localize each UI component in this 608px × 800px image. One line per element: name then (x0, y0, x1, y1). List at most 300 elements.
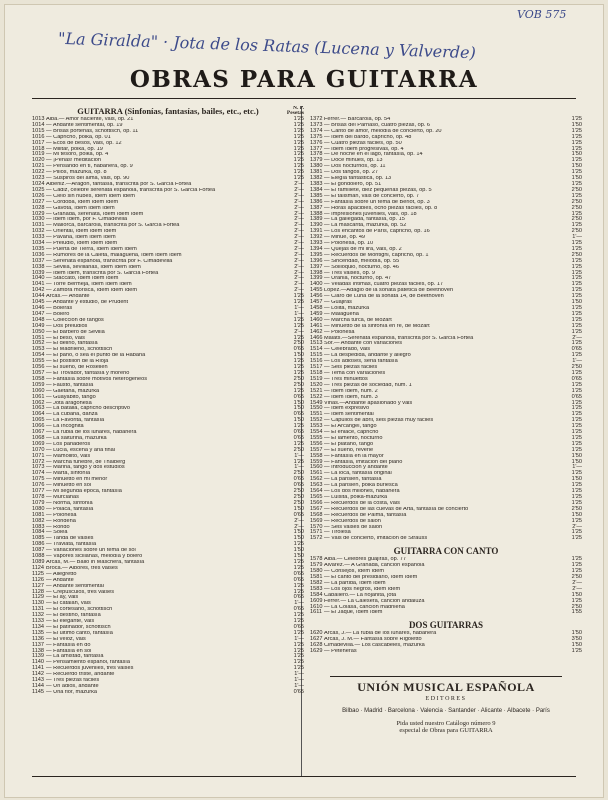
catalog-number: 1130 (32, 600, 45, 607)
catalog-number: 1060 (32, 387, 45, 394)
price: 1'50 (293, 352, 304, 359)
price: 2'— (294, 281, 304, 288)
catalog-number: 1611 (310, 609, 323, 616)
work-title: — La batalla, capricho descriptivo (46, 406, 130, 412)
catalog-column-right (310, 106, 582, 754)
catalog-number: 1373 (310, 121, 323, 128)
work-title: — Ídem sentimental (324, 412, 374, 418)
catalog-number: 1455 (310, 287, 323, 294)
catalog-number: 1041 (32, 281, 45, 288)
price: 1'25 (571, 446, 582, 453)
price: 2'— (294, 234, 304, 241)
price: 1'50 (293, 547, 304, 554)
work-title: — Tres piezas fáciles (46, 678, 100, 684)
price: 1'25 (293, 316, 304, 323)
handwritten-catalog-code: VOB 575 (517, 8, 567, 21)
work-title: — Puerta de Tierra, ídem ídem ídem (46, 246, 137, 252)
catalog-number: 1518 (310, 369, 323, 376)
price: 1'— (294, 677, 304, 684)
catalog-number: 1627 (310, 636, 323, 643)
catalog-number: 1140 (32, 659, 45, 666)
price: 0'65 (293, 476, 304, 483)
price: 0'65 (293, 623, 304, 630)
price: 2'— (572, 579, 582, 586)
work-title: — Ídem ídem progresivas, op. 4 (324, 146, 404, 152)
price: 1'25 (293, 364, 304, 371)
catalog-number: 1088 (32, 553, 45, 560)
work-title: — Andante (46, 577, 74, 583)
work-title: — Fantasía en la mayor (324, 453, 384, 459)
work-title: — Tres minuettos (324, 376, 368, 382)
price: 1'50 (571, 591, 582, 598)
catalog-number: 1582 (310, 579, 323, 586)
catalog-number: 1579 (310, 562, 323, 569)
work-title: — Crepúsculos, tres valses (46, 589, 115, 595)
work-title: — Andante sentimental (46, 583, 104, 589)
work-title: — Mamoiilto, vals (46, 453, 91, 459)
price: 0'65 (571, 346, 582, 353)
price: 1'25 (293, 618, 304, 625)
work-title: Arcas, J.— La rubia de los lunares, habanera (324, 631, 437, 637)
price: 2'— (294, 523, 304, 530)
catalog-number: 1129 (32, 594, 45, 601)
price: 0'65 (293, 482, 304, 489)
price: 2'50 (293, 375, 304, 382)
price: 1'50 (571, 151, 582, 158)
work-title: — Norma, sinfonía (46, 500, 93, 506)
price: 1'25 (571, 210, 582, 217)
work-title: — Urania, nocturno, op. 47 (324, 276, 392, 282)
catalog-number: 1566 (310, 499, 323, 506)
work-title: — Brisas porteñas, schottisch, op. 11 (46, 128, 139, 134)
catalog-number: 1055 (32, 358, 45, 365)
price: 1'— (294, 671, 304, 678)
price: 0'65 (293, 511, 304, 518)
catalog-number: 1017 (32, 139, 45, 146)
catalog-number: 1609 (310, 597, 323, 604)
price: 2'— (294, 228, 304, 235)
catalog-number: 1378 (310, 151, 323, 158)
catalog-number: 1143 (32, 677, 45, 684)
publisher-label: EDITORES (425, 696, 467, 702)
work-title: — Variaciones sobre un tema de sol (46, 548, 136, 554)
catalog-number: 1084 (32, 529, 45, 536)
price: 1'50 (571, 476, 582, 483)
price: 2'50 (293, 381, 304, 388)
title-rule (32, 98, 576, 99)
catalog-number: 1085 (32, 535, 45, 542)
catalog-number: 1013 (32, 116, 45, 122)
price: 1'25 (293, 423, 304, 430)
catalog-number: 1057 (32, 369, 45, 376)
catalog-number: 1559 (310, 458, 323, 465)
price: 2'— (294, 263, 304, 270)
work-title: — Vals de concierto, imitación de Strauss (324, 536, 428, 542)
price: 2'— (294, 251, 304, 258)
catalog-number: 1583 (310, 585, 323, 592)
catalog-number: 1015 (32, 127, 45, 134)
price: 1'— (294, 305, 304, 311)
work-title: Viñas.—Andante apasionado y vals (324, 400, 413, 406)
catalog-number: 1023 (32, 175, 45, 182)
work-title: — El último canto, fantasía (46, 630, 113, 636)
work-title: — Traviata, fantasía (46, 542, 97, 548)
catalog-number: 1514 (310, 346, 323, 353)
catalog-number: 1035 (32, 245, 45, 252)
price: 1'25 (571, 440, 582, 447)
work-title: — Los dos millones, habanera (324, 489, 400, 495)
price: 2'— (294, 210, 304, 217)
price: 1'— (294, 452, 304, 459)
catalog-number: 1036 (32, 251, 45, 258)
catalog-list (310, 557, 582, 616)
price: 1'25 (293, 163, 304, 170)
work-title: — La cubana, danza (46, 412, 98, 418)
catalog-number: 1077 (32, 488, 45, 495)
work-title: — Rondó (46, 524, 70, 530)
price: 1'25 (293, 121, 304, 128)
catalog-number: 1072 (32, 458, 45, 465)
price: 1'25 (571, 310, 582, 317)
work-title: — Sinceridad, melodía, op. 55 (324, 258, 400, 264)
price: 0'65 (293, 393, 304, 400)
price: 1'25 (571, 157, 582, 164)
price: 1'25 (571, 488, 582, 495)
work-title: — Fausto, fantasía (46, 382, 94, 388)
work-title: — El ramillete, diez pequeñas piezas, op. 5 (324, 187, 432, 193)
work-title: — El postillón de la Rioja (46, 359, 109, 365)
price: 1'50 (571, 452, 582, 459)
price: 2'50 (571, 603, 582, 610)
price: 2'— (572, 523, 582, 530)
work-title: — Elegía fantástica, op. 13 (324, 176, 392, 182)
price: 1'25 (293, 299, 304, 306)
work-title: — Consejos, ídem ídem (324, 569, 385, 575)
catalog-number: 1382 (310, 175, 323, 182)
price: 1'— (294, 683, 304, 689)
price: 0'65 (571, 393, 582, 400)
work-title: — Dos preludios (46, 323, 88, 329)
work-title: — Guajiras (324, 300, 352, 306)
catalog-number: 1144 (32, 683, 45, 689)
work-title: — Tanda de valses (46, 536, 94, 542)
price: 1'25 (293, 612, 304, 619)
catalog-number: 1018 (32, 145, 45, 152)
catalog-number: 1392 (310, 234, 323, 241)
work-title: — Pavana, ídem ídem ídem (46, 235, 116, 241)
work-title: — El catalán, vals (46, 601, 91, 607)
price: 1'— (572, 234, 582, 241)
price: 1'— (294, 635, 304, 642)
work-title: Ferrer.— La Calesera, canción andaluza (324, 598, 425, 604)
work-title: Sor.— Andante con variaciones (324, 341, 403, 347)
catalog-number: 1516 (310, 358, 323, 365)
price: 2'— (294, 216, 304, 223)
catalog-number: 1014 (32, 121, 45, 128)
page-title: OBRAS PARA GUITARRA (129, 66, 479, 93)
work-title: — Polonesa (46, 512, 77, 518)
price: 1'25 (293, 127, 304, 134)
work-title: — Ídem ídem, por F. Cimadevilla (46, 217, 128, 223)
catalog-number: 1384 (310, 186, 323, 193)
work-title: — Rondeña (46, 518, 76, 524)
work-title: — El sueño, rêverie (324, 447, 374, 453)
catalog-number: 1565 (310, 494, 323, 500)
catalog-number: 1584 (310, 591, 323, 598)
catalog-number: 1558 (310, 452, 323, 459)
work-title: — Recuerdo triste, andante (46, 672, 115, 678)
price: 1'25 (571, 597, 582, 604)
catalog-number: 1398 (310, 269, 323, 276)
catalog-number: 1138 (32, 647, 45, 654)
price: 1'55 (571, 609, 582, 616)
price: 1'50 (571, 642, 582, 649)
price: 1'25 (571, 305, 582, 311)
price: 1'25 (293, 458, 304, 465)
work-title: — Ídem ídem, transcrita por S. García Fortea (46, 270, 159, 276)
work-title: — Andante y estudio, de Prudent (46, 300, 129, 306)
work-title: — ¡Penas! meditación (46, 158, 102, 164)
work-title: — Ecos de besos, vals, op. 12 (46, 140, 122, 146)
catalog-number: 1374 (310, 127, 323, 134)
work-title: — Vapores sicilianas, melodía y bolero (46, 554, 143, 560)
work-title: — Claro de Luna de la sonata 14, de Beethoven (324, 294, 444, 300)
price: 2'50 (571, 573, 582, 580)
work-title: — Recuerdos de Palma, fantasía (324, 512, 407, 518)
price: 1'25 (571, 369, 582, 376)
price: 2'50 (571, 204, 582, 211)
price-header: N. P. Pesetas (286, 106, 304, 116)
price: 1'— (572, 358, 582, 365)
catalog-number: 1038 (32, 263, 45, 270)
price: 2'— (572, 334, 582, 341)
work-title: — Polonesa (324, 329, 355, 335)
catalog-number: 1027 (32, 198, 45, 205)
catalog-number: 1045 (32, 299, 45, 306)
catalog-number: 1513 (310, 340, 323, 347)
catalog-number: 1397 (310, 263, 323, 270)
price: 1'— (294, 310, 304, 317)
work-title: — Militar, polka, op. 19 (46, 146, 103, 152)
work-title: — El delirio, fantasía (46, 341, 98, 347)
catalog-number: 1380 (310, 163, 323, 170)
catalog-number: 1610 (310, 603, 323, 610)
work-title: Caballero.— La riojanita, jota (324, 592, 397, 598)
work-title: — Lolita, mazurka (324, 306, 370, 311)
work-title: — El Arcángel, tango (324, 424, 377, 430)
catalog-number: 1376 (310, 139, 323, 146)
work-title: — Preludio, ídem ídem ídem (46, 241, 118, 247)
price: 1'25 (571, 381, 582, 388)
catalog-number: 1379 (310, 157, 323, 164)
catalog-number: 1393 (310, 240, 323, 247)
catalog-number: 1039 (32, 269, 45, 276)
catalog-number: 1139 (32, 653, 45, 660)
catalog-number: 1557 (310, 446, 323, 453)
price: 1'50 (293, 405, 304, 412)
price: 1'25 (571, 322, 582, 329)
catalog-row (310, 536, 582, 542)
work-title: — Suspiros del alma, vals, op. 90 (46, 176, 130, 182)
catalog-number: 1569 (310, 517, 323, 524)
price: 0'65 (293, 429, 304, 436)
catalog-number: 1048 (32, 316, 45, 323)
price: 1'25 (571, 529, 582, 536)
price: 1'25 (571, 411, 582, 418)
work-title: — Mallorca, barcarola, transcrita por S. García Fortea (46, 223, 180, 229)
price: 1'25 (571, 328, 582, 335)
catalog-number: 1037 (32, 257, 45, 264)
price: 1'25 (571, 494, 582, 500)
catalog-number: 1050 (32, 328, 45, 335)
catalog-number: 1030 (32, 216, 45, 223)
price: 3'50 (571, 636, 582, 643)
work-title: — Los ojos negros, ídem ídem (324, 586, 401, 592)
catalog-number: 1388 (310, 210, 323, 217)
catalog-number: 1578 (310, 556, 323, 563)
catalog-number: 1628 (310, 642, 323, 649)
price: 0'65 (571, 375, 582, 382)
work-title: — Los panaderos (46, 441, 91, 447)
catalog-number: 1131 (32, 606, 45, 613)
catalog-number: 1457 (310, 299, 323, 306)
work-title: — Lucía, escena y aria final (46, 447, 116, 453)
work-title: — Luisita, polka-mazurka (324, 495, 388, 500)
catalog-number: 1069 (32, 440, 45, 447)
work-title: — Tres piezas de sociedad, núm. 1 (324, 382, 412, 388)
work-title: Albéniz.—Aragón, fantasía, transcrita por S. García Fortea (46, 181, 192, 187)
catalog-number: 1456 (310, 293, 323, 300)
price: 2'50 (571, 228, 582, 235)
catalog-number: 1462 (310, 328, 323, 335)
catalog-number: 1073 (32, 464, 45, 471)
work-title: — Ídem expresivo (324, 406, 370, 412)
catalog-number: 1564 (310, 488, 323, 495)
work-title: — Murcianas (46, 495, 79, 500)
catalog-number: 1389 (310, 216, 323, 223)
price: 2'— (294, 328, 304, 335)
catalog-number: 1086 (32, 541, 45, 548)
price: 1'25 (293, 157, 304, 164)
catalog-number: 1620 (310, 630, 323, 637)
work-title: — El sueño, de Rosellén (46, 365, 108, 371)
catalog-number: 1054 (32, 352, 45, 359)
price: 2'50 (571, 198, 582, 205)
price: 1'25 (571, 180, 582, 187)
work-title: — Polaca, fantasía (46, 506, 94, 512)
work-title: — El ay, vals (46, 595, 79, 601)
price: 1'25 (293, 387, 304, 394)
catalog-number: 1026 (32, 192, 45, 199)
work-title: — Minué, op. 49 (324, 235, 366, 241)
price: 2'50 (293, 340, 304, 347)
work-title: — Serenata española, transcrita por F. Cimadevilla (46, 258, 173, 264)
catalog-number: 1022 (32, 169, 45, 176)
work-title: — Fantasía sobre un tema de Beriot, op. 3 (324, 199, 430, 205)
work-title: — El gondolero, op. 51 (324, 181, 382, 187)
work-title: — Recuerdos de salón (324, 518, 381, 524)
price: 1'25 (293, 116, 304, 122)
price: 1'25 (571, 535, 582, 542)
work-title: — Bolero (46, 311, 70, 317)
price: 0'65 (293, 576, 304, 583)
price: 1'25 (571, 562, 582, 569)
price: 1'25 (293, 169, 304, 176)
catalog-number: 1136 (32, 635, 45, 642)
price: 2'— (294, 222, 304, 229)
catalog-number: 1133 (32, 618, 45, 625)
work-title: — Dos tangos, op. 27 (324, 170, 379, 176)
work-title: — Fantasía en sol (46, 648, 92, 654)
catalog-number: 1059 (32, 381, 45, 388)
price: 1'50 (571, 511, 582, 518)
price: 1'25 (293, 322, 304, 329)
price: 1'50 (571, 299, 582, 306)
section-heading-two-guitars: DOS GUITARRAS (408, 620, 484, 631)
catalog-number: 1568 (310, 511, 323, 518)
work-title: — Ídem ídem, núm. 3 (324, 394, 378, 400)
work-title: — El platano, tango (324, 441, 374, 447)
price: 1'25 (571, 387, 582, 394)
catalog-number: 1025 (32, 186, 45, 193)
work-title: — El elegante, vals (46, 619, 95, 625)
catalog-number: 1515 (310, 352, 323, 359)
price: 2'— (294, 517, 304, 524)
price: 1'25 (571, 340, 582, 347)
catalog-number: 1375 (310, 133, 323, 140)
work-title: — Marcha fúnebre, de Thalberg (46, 459, 126, 465)
work-title: — Polonesa, op. 10 (324, 241, 374, 247)
catalog-number: 1629 (310, 648, 323, 655)
catalog-number: 1021 (32, 163, 45, 170)
price: 1'25 (571, 405, 582, 412)
catalog-number: 1552 (310, 417, 323, 424)
price: 1'25 (293, 582, 304, 589)
catalog-number: 1062 (32, 399, 45, 406)
price: 2'— (294, 275, 304, 282)
price: 1'50 (293, 505, 304, 512)
price: 2'— (572, 585, 582, 592)
section-heading-guitar-song: GUITARRA CON CANTO (393, 546, 499, 557)
catalog-number: 1067 (32, 429, 45, 436)
price: 1'25 (571, 240, 582, 247)
price: 1'— (294, 464, 304, 471)
work-title: — Fantasía sobre motivos heterogéneos (46, 376, 148, 382)
work-title: — El paño, o sea el punto de la Habana (46, 353, 146, 359)
catalog-number: 1145 (32, 688, 45, 695)
work-title: — Soleá (46, 530, 68, 536)
catalog-number: 1556 (310, 440, 323, 447)
catalog-number: 1142 (32, 671, 45, 678)
catalog-number: 1042 (32, 287, 45, 294)
catalog-row (310, 610, 582, 616)
price: 2'— (294, 186, 304, 193)
price: 1'25 (571, 139, 582, 146)
catalog-number: 1052 (32, 340, 45, 347)
price: 0'65 (293, 606, 304, 613)
price: 1'25 (293, 653, 304, 660)
work-title: — El barbero de Sevilla (46, 329, 105, 335)
price: 1'25 (571, 116, 582, 122)
publisher-name: UNIÓN MUSICAL ESPAÑOLA (357, 680, 535, 694)
price: 0'65 (293, 594, 304, 601)
price: 1'50 (293, 535, 304, 542)
price: 1'25 (571, 482, 582, 489)
catalog-number: 1519 (310, 375, 323, 382)
price: 1'25 (293, 588, 304, 595)
catalog-row (32, 690, 304, 696)
work-title: — Ídem del bardo, capricho, op. 48 (324, 134, 412, 140)
